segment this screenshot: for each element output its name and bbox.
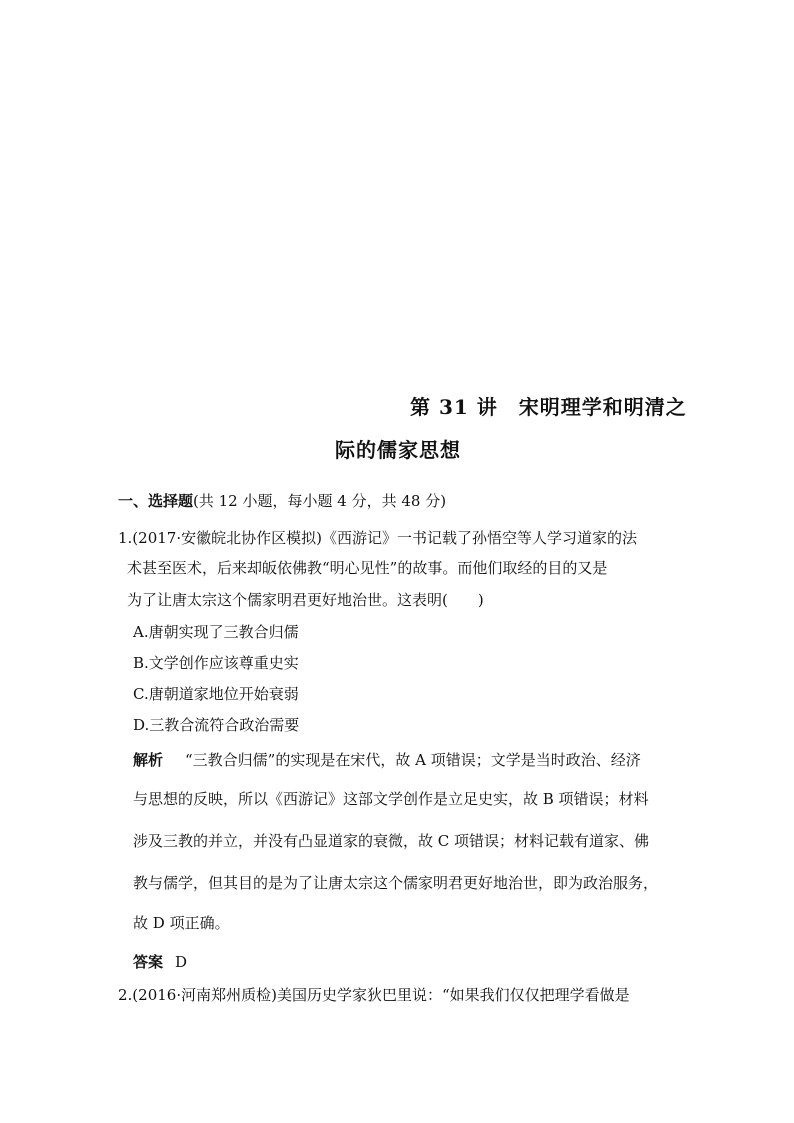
answer-value: D	[175, 953, 188, 971]
question-1-option-d: D.三教合流符合政治需要	[133, 716, 300, 734]
lesson-title-line2: 际的儒家思想	[335, 438, 461, 462]
question-1-stem-line3: 为了让唐太宗这个儒家明君更好地治世。这表明( )	[127, 591, 484, 609]
section-heading-info: (共 12 小题，每小题 4 分，共 48 分)	[193, 492, 447, 510]
analysis-label: 解析	[133, 751, 164, 769]
question-1-option-b: B.文学创作应该尊重史实	[133, 654, 299, 672]
answer-line	[133, 951, 187, 972]
question-2-stem-line1: 2.(2016·河南郑州质检)美国历史学家狄巴里说：“如果我们仅仅把理学看做是	[118, 986, 630, 1004]
analysis-line3: 涉及三教的并立，并没有凸显道家的衰微，故 C 项错误；材料记载有道家、佛	[133, 832, 650, 850]
analysis-line4: 教与儒学，但其目的是为了让唐太宗这个儒家明君更好地治世，即为政治服务，	[133, 874, 659, 892]
question-1-stem-line2: 术甚至医术，后来却皈依佛教“明心见性”的故事。而他们取经的目的又是	[127, 559, 608, 577]
analysis-text-line1: “三教合归儒”的实现是在宋代，故 A 项错误；文学是当时政治、经济	[185, 751, 641, 769]
question-1-option-a: A.唐朝实现了三教合归儒	[133, 623, 299, 641]
section-heading	[118, 490, 446, 511]
question-1-stem-line1: 1.(2017·安徽皖北协作区模拟)《西游记》一书记载了孙悟空等人学习道家的法	[118, 529, 637, 547]
analysis-line2: 与思想的反映，所以《西游记》这部文学创作是立足史实，故 B 项错误；材料	[133, 790, 649, 808]
section-heading-label: 一、选择题	[118, 492, 194, 510]
lesson-title-line1: 第 31 讲 宋明理学和明清之	[410, 395, 687, 419]
analysis-line5: 故 D 项正确。	[133, 914, 230, 932]
analysis-line1	[133, 749, 641, 770]
answer-label: 答案	[133, 953, 164, 971]
question-1-option-c: C.唐朝道家地位开始衰弱	[133, 685, 299, 703]
